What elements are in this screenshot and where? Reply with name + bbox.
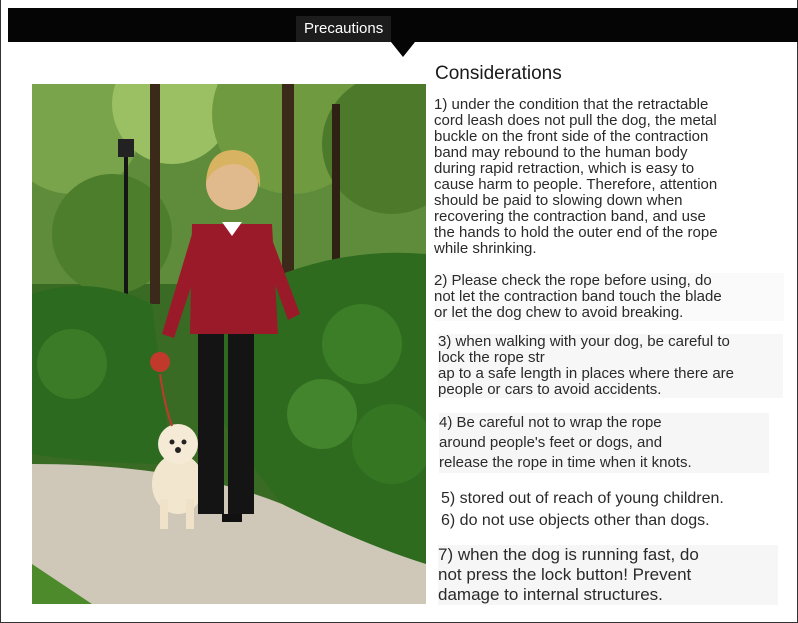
frame-border-left <box>0 0 1 623</box>
consideration-1: 1) under the condition that the retractable cord leash does not pull the dog, the metal buckle on the front side of the contraction band may rebound to the human body during rapid retraction, which is easy to cause harm to people. Therefore, attention should be paid to slowing down when recovering the contraction band, and use the hands to hold the outer end of the rope while shrinking. <box>434 96 718 257</box>
consideration-5: 5) stored out of reach of young children. <box>441 490 724 507</box>
considerations-heading: Considerations <box>435 63 562 84</box>
header-title: Precautions <box>296 16 391 42</box>
header-bar <box>8 8 798 42</box>
consideration-7: 7) when the dog is running fast, do not press the lock button! Prevent damage to internal structures. <box>438 545 778 605</box>
header-pointer-arrow <box>391 42 415 57</box>
consideration-2: 2) Please check the rope before using, do not let the contraction band touch the blade or let the dog chew to avoid breaking. <box>434 273 784 321</box>
woman-walking-dog-illustration <box>32 84 426 604</box>
consideration-3: 3) when walking with your dog, be careful to lock the rope str ap to a safe length in places where there are people or cars to avoid accidents. <box>438 334 783 398</box>
consideration-4: 4) Be careful not to wrap the rope around people's feet or dogs, and release the rope in time when it knots. <box>439 413 769 473</box>
consideration-6: 6) do not use objects other than dogs. <box>441 512 710 529</box>
product-photo <box>32 84 426 604</box>
